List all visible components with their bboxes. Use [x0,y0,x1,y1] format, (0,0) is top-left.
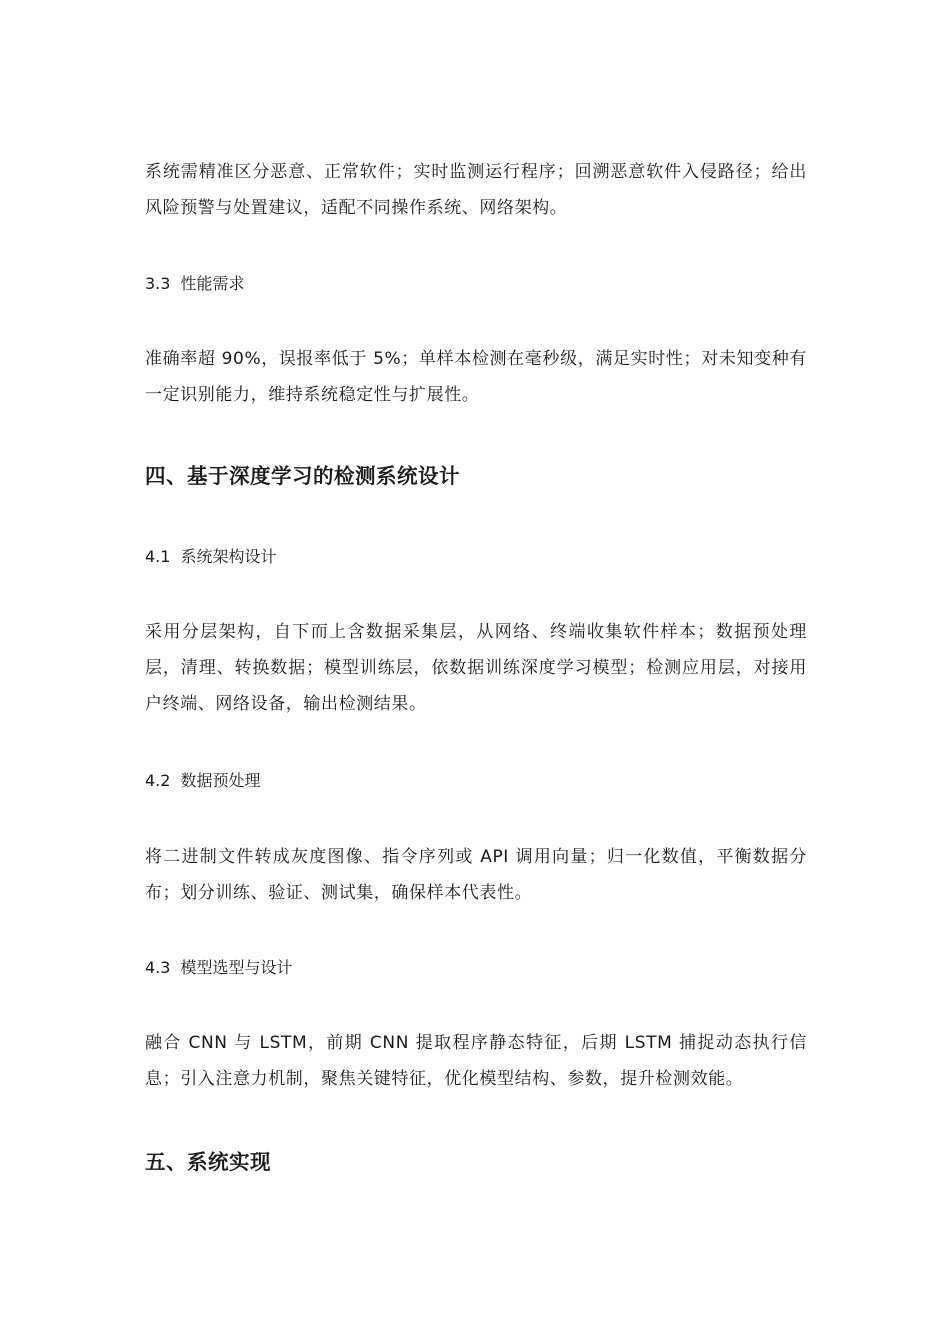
subsection-title: 性能需求 [180,274,245,293]
paragraph-system-architecture: 采用分层架构，自下而上含数据采集层，从网络、终端收集软件样本；数据预处理层，清理、转换数据；模型训练层，依数据训练深度学习模型；检测应用层，对接用户终端、网络设备，输出检测结果。 [145,622,807,714]
subsection-heading-4-1 [145,546,276,568]
subsection-title: 模型选型与设计 [180,958,293,977]
subsection-heading-3-3 [145,273,244,295]
subsection-number: 4.3 [145,958,171,977]
section-heading-4: 四、基于深度学习的检测系统设计 [145,464,460,488]
subsection-title: 数据预处理 [180,771,261,790]
subsection-number: 4.1 [145,547,171,566]
subsection-number: 3.3 [145,274,171,293]
subsection-title: 系统架构设计 [180,547,277,566]
section-heading-5: 五、系统实现 [145,1150,271,1174]
paragraph-performance-requirements: 准确率超 90%，误报率低于 5%；单样本检测在毫秒级，满足实时性；对未知变种有一定识别能力，维持系统稳定性与扩展性。 [145,349,807,405]
paragraph-model-design: 融合 CNN 与 LSTM，前期 CNN 提取程序静态特征，后期 LSTM 捕捉动态执行信息；引入注意力机制，聚焦关键特征，优化模型结构、参数，提升检测效能。 [145,1033,807,1089]
subsection-number: 4.2 [145,771,171,790]
subsection-heading-4-3 [145,957,292,979]
paragraph-functional-requirements: 系统需精准区分恶意、正常软件；实时监测运行程序；回溯恶意软件入侵路径；给出风险预警与处置建议，适配不同操作系统、网络架构。 [145,162,807,218]
paragraph-data-preprocessing: 将二进制文件转成灰度图像、指令序列或 API 调用向量；归一化数值，平衡数据分布；划分训练、验证、测试集，确保样本代表性。 [145,847,807,903]
subsection-heading-4-2 [145,770,260,792]
